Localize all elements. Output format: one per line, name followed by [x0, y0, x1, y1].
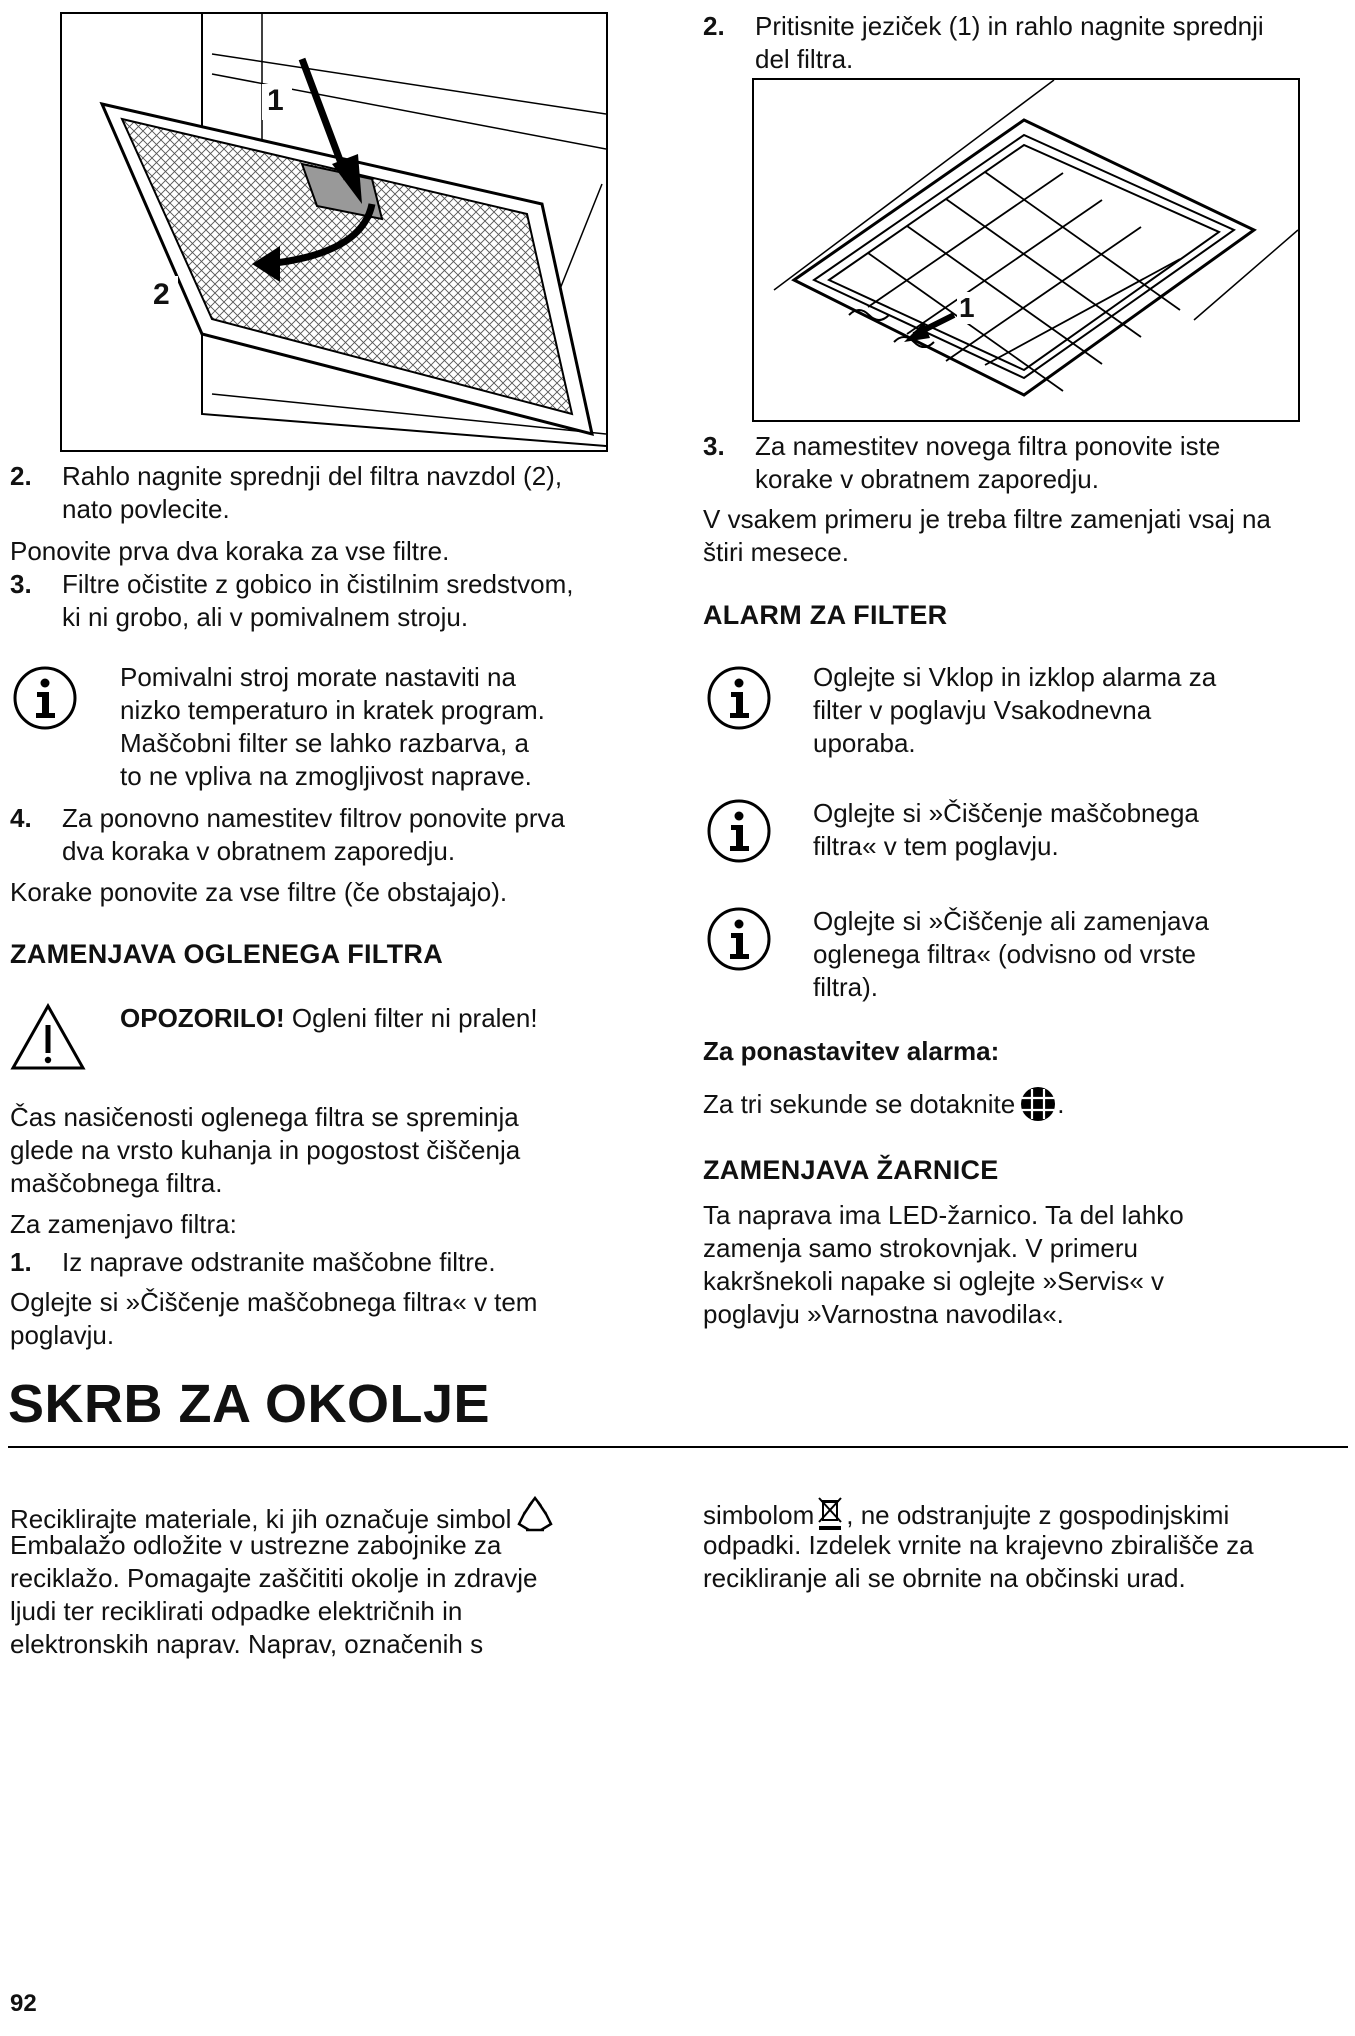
- step-line-2: ki ni grobo, ali v pomivalnem stroju.: [62, 602, 469, 632]
- dishwasher-line-3: Maščobni filter se lahko razbarva, a: [120, 728, 529, 758]
- bulb-line-4: poglavju »Varnostna navodila«.: [703, 1299, 1064, 1329]
- info-icon: [706, 798, 772, 864]
- info1-line-1: Oglejte si Vklop in izklop alarma za: [813, 662, 1217, 692]
- warning-icon: [10, 1003, 86, 1071]
- step-line-2: del filtra.: [755, 44, 854, 74]
- step-line-2: korake v obratnem zaporedju.: [755, 464, 1099, 494]
- bulb-heading: ZAMENJAVA ŽARNICE: [703, 1155, 999, 1185]
- warning-label: OPOZORILO!: [120, 1003, 285, 1033]
- step-line-1: Za namestitev novega filtra ponovite iste: [755, 431, 1221, 461]
- step-line-1: Za ponovno namestitev filtrov ponovite prva: [62, 803, 565, 833]
- reset-end: .: [1057, 1088, 1065, 1119]
- saturation-line-1: Čas nasičenosti oglenega filtra se spreminja: [10, 1102, 519, 1132]
- step-number: 3.: [703, 431, 725, 461]
- figure-label-1: 1: [267, 84, 284, 117]
- figure-label-1: 1: [959, 292, 975, 323]
- weee-line-1-pre: simbolom: [703, 1500, 815, 1530]
- info3-line-1: Oglejte si »Čiščenje ali zamenjava: [813, 906, 1209, 936]
- step-number: 3.: [10, 569, 32, 599]
- weee-line-1-wrap: [703, 1496, 1229, 1532]
- grid-icon: [1019, 1085, 1057, 1123]
- reset-text: Za tri sekunde se dotaknite: [703, 1088, 1016, 1119]
- recycle-line-5: elektronskih naprav. Naprav, označenih s: [10, 1629, 484, 1659]
- recycle-icon: [515, 1496, 555, 1536]
- warning-message: [120, 1002, 538, 1035]
- page-number: 92: [10, 1990, 37, 2017]
- recycle-line-4: ljudi ter reciklirati odpadke električnih in: [10, 1596, 463, 1626]
- warning-text: Ogleni filter ni pralen!: [284, 1003, 538, 1033]
- crossed-bin-icon: [816, 1496, 844, 1532]
- info3-line-3: filtra).: [813, 972, 878, 1002]
- see-line-1: Oglejte si »Čiščenje maščobnega filtra« v tem: [10, 1287, 538, 1317]
- info-icon: [12, 665, 78, 731]
- step-line-1: Pritisnite jeziček (1) in rahlo nagnite sprednji: [755, 11, 1264, 41]
- replace-intro: Za zamenjavo filtra:: [10, 1209, 237, 1239]
- info3-line-2: oglenega filtra« (odvisno od vrste: [813, 939, 1197, 969]
- info2-line-1: Oglejte si »Čiščenje maščobnega: [813, 798, 1199, 828]
- step-line-1: Filtre očistite z gobico in čistilnim sredstvom,: [62, 569, 574, 599]
- info2-line-2: filtra« v tem poglavju.: [813, 831, 1059, 861]
- section-divider: [8, 1446, 1348, 1448]
- replace-interval-line-1: V vsakem primeru je treba filtre zamenjati vsaj na: [703, 504, 1271, 534]
- info-icon: [706, 906, 772, 972]
- replace-interval-line-2: štiri mesece.: [703, 537, 849, 567]
- carbon-filter-illustration: [752, 78, 1300, 422]
- bulb-line-3: kakršnekoli napake si oglejte »Servis« v: [703, 1266, 1165, 1296]
- dishwasher-line-1: Pomivalni stroj morate nastaviti na: [120, 662, 516, 692]
- environment-title: SKRB ZA OKOLJE: [8, 1374, 491, 1434]
- step-line-2: dva koraka v obratnem zaporedju.: [62, 836, 456, 866]
- grease-filter-illustration: [60, 12, 608, 452]
- carbon-filter-drawing: [754, 80, 1298, 420]
- step-line-1: Iz naprave odstranite maščobne filtre.: [62, 1247, 496, 1277]
- recycle-line-3: reciklažo. Pomagajte zaščititi okolje in zdravje: [10, 1563, 538, 1593]
- bulb-line-1: Ta naprava ima LED-žarnico. Ta del lahko: [703, 1200, 1184, 1230]
- step-number: 2.: [703, 11, 725, 41]
- grease-filter-drawing: [62, 14, 606, 450]
- weee-line-2: odpadki. Izdelek vrnite na krajevno zbirališče za: [703, 1530, 1254, 1560]
- step-line-2: nato povlecite.: [62, 494, 230, 524]
- recycle-line-1: Reciklirajte materiale, ki jih označuje simbol: [10, 1504, 512, 1534]
- step-number: 2.: [10, 461, 32, 491]
- recycle-line-2: Embalažo odložite v ustrezne zabojnike za: [10, 1530, 502, 1560]
- saturation-line-2: glede na vrsto kuhanja in pogostost čiščenja: [10, 1135, 521, 1165]
- carbon-heading: ZAMENJAVA OGLENEGA FILTRA: [10, 939, 443, 969]
- step-number: 1.: [10, 1247, 32, 1277]
- weee-line-3: recikliranje ali se obrnite na občinski urad.: [703, 1563, 1186, 1593]
- info1-line-3: uporaba.: [813, 728, 916, 758]
- see-line-2: poglavju.: [10, 1320, 115, 1350]
- bulb-line-2: zamenja samo strokovnjak. V primeru: [703, 1233, 1138, 1263]
- reset-instruction: [703, 1085, 1064, 1123]
- reset-heading: Za ponastavitev alarma:: [703, 1036, 1000, 1066]
- step-number: 4.: [10, 803, 32, 833]
- dishwasher-line-2: nizko temperaturo in kratek program.: [120, 695, 545, 725]
- figure-label-2: 2: [153, 278, 170, 311]
- repeat-text-2: Korake ponovite za vse filtre (če obstajajo).: [10, 877, 508, 907]
- alarm-heading: ALARM ZA FILTER: [703, 600, 948, 630]
- dishwasher-line-4: to ne vpliva na zmogljivost naprave.: [120, 761, 532, 791]
- step-line-1: Rahlo nagnite sprednji del filtra navzdol (2),: [62, 461, 563, 491]
- repeat-text: Ponovite prva dva koraka za vse filtre.: [10, 536, 450, 566]
- info-icon: [706, 665, 772, 731]
- saturation-line-3: maščobnega filtra.: [10, 1168, 223, 1198]
- weee-line-1-post: , ne odstranjujte z gospodinjskimi: [846, 1500, 1230, 1530]
- info1-line-2: filter v poglavju Vsakodnevna: [813, 695, 1152, 725]
